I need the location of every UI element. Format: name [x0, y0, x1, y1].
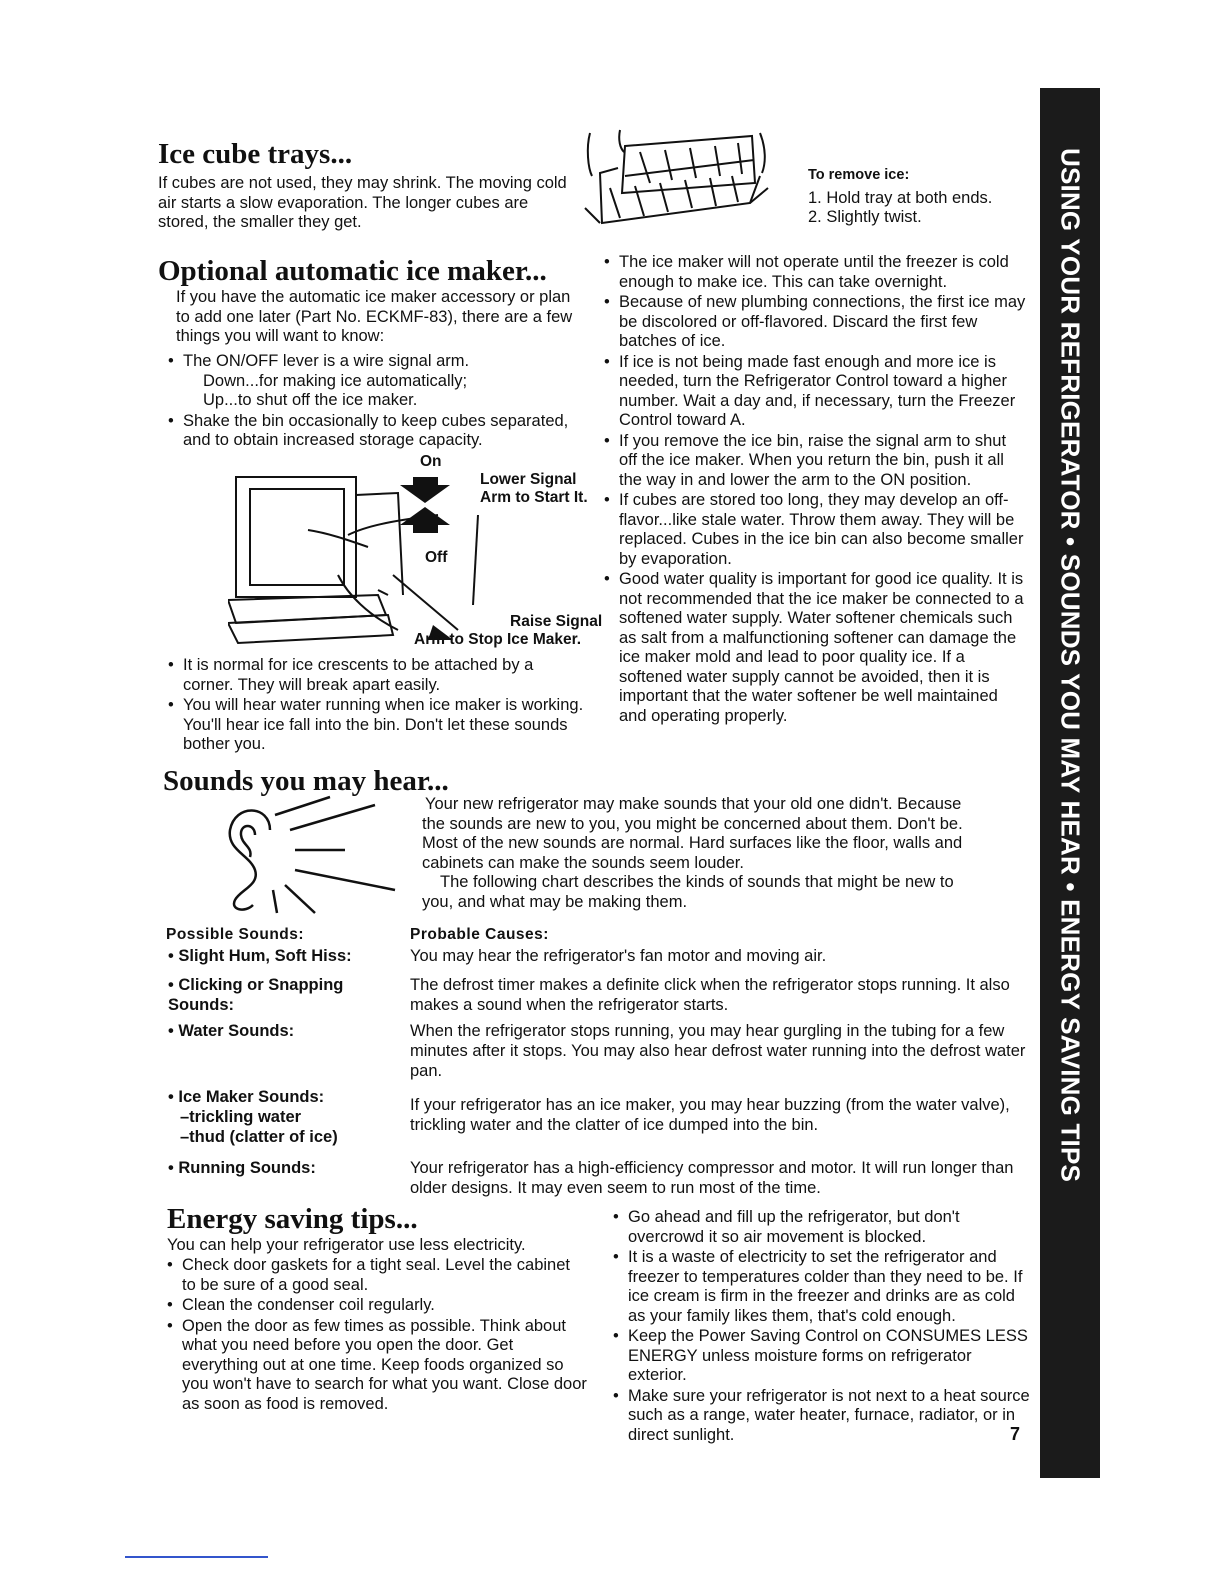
- sounds-intro-1: Your new refrigerator may make sounds that your old one didn't. Because the sounds are new to you, you might be concerned about them. Don't be. Most of the new sounds are normal. Hard surfaces like the floor, walls and cabinets can make the sounds seem louder.: [422, 795, 963, 872]
- list-item: • If you remove the ice bin, raise the signal arm to shut off the ice maker. When you return the bin, push it all the way in and lower the arm to the ON position.: [604, 432, 1026, 491]
- sounds-intro-2: The following chart describes the kinds of sounds that might be new to you, and what may be making them.: [422, 873, 954, 911]
- page-number: 7: [1010, 1424, 1021, 1444]
- ice-maker-heading: Optional automatic ice maker...: [158, 255, 547, 287]
- sound-name-line: • Ice Maker Sounds:: [168, 1088, 325, 1106]
- ear-icon: [215, 795, 400, 915]
- signal-arm-illustration: [228, 455, 498, 655]
- remove-ice-step-2: 2. Slightly twist.: [808, 208, 922, 226]
- list-item: • You will hear water running when ice maker is working. You'll hear ice fall into the bin. Don't let these sounds bother you.: [168, 696, 586, 755]
- figure-label-arm-to-stop: Arm to Stop Ice Maker.: [414, 631, 582, 648]
- figure-label-raise-signal: Raise Signal: [510, 613, 603, 630]
- ice-trays-heading: Ice cube trays...: [158, 138, 353, 170]
- remove-ice-step-1: 1. Hold tray at both ends.: [808, 189, 993, 207]
- energy-intro: You can help your refrigerator use less electricity.: [167, 1236, 526, 1254]
- sound-cause: You may hear the refrigerator's fan motor and moving air.: [410, 947, 827, 965]
- sound-name-line: –trickling water: [180, 1108, 302, 1126]
- sound-cause: If your refrigerator has an ice maker, you may hear buzzing (from the water valve), trickling water and the clatter of ice dumped into the bin.: [410, 1096, 1010, 1134]
- ice-tray-illustration: [580, 128, 780, 233]
- figure-label-on: On: [420, 453, 442, 470]
- ice-trays-text: If cubes are not used, they may shrink. The moving cold air starts a slow evaporation. The longer cubes are stored, the smaller they get.: [158, 174, 567, 231]
- list-item: • It is normal for ice crescents to be attached by a corner. They will break apart easily.: [168, 656, 586, 695]
- list-item: • Because of new plumbing connections, the first ice may be discolored or off-flavored. Discard the first few batches of ice.: [604, 293, 1026, 352]
- sounds-heading: Sounds you may hear...: [163, 765, 449, 797]
- sound-name: • Clicking or Snapping Sounds:: [168, 976, 344, 1014]
- list-item: • Shake the bin occasionally to keep cubes separated, and to obtain increased storage capacity.: [168, 412, 582, 451]
- list-item: • Keep the Power Saving Control on CONSUMES LESS ENERGY unless moisture forms on refrigerator exterior.: [613, 1327, 1031, 1386]
- ice-maker-right-bullets: [604, 253, 1026, 727]
- sound-cause: The defrost timer makes a definite click when the refrigerator stops running. It also makes a sound when the refrigerator starts.: [410, 976, 1010, 1014]
- ice-maker-intro: If you have the automatic ice maker accessory or plan to add one later (Part No. ECKMF-83), there are a few things you will want to know:: [176, 288, 573, 345]
- sound-cause: Your refrigerator has a high-efficiency compressor and motor. It will run longer than older designs. It may even seem to run most of the time.: [410, 1159, 1014, 1197]
- sound-name-line: –thud (clatter of ice): [180, 1128, 338, 1146]
- ice-maker-bullets-top: [168, 352, 582, 452]
- lever-up-text: Up...to shut off the ice maker.: [203, 391, 418, 409]
- sound-name: • Water Sounds:: [168, 1022, 295, 1040]
- lever-down-text: Down...for making ice automatically;: [203, 371, 468, 390]
- energy-right-bullets: [613, 1208, 1031, 1446]
- figure-label-off: Off: [425, 549, 448, 566]
- section-sidebar: [1040, 88, 1100, 1478]
- figure-label-lower-signal: Lower Signal: [480, 471, 577, 488]
- list-item: • The ice maker will not operate until the freezer is cold enough to make ice. This can take overnight.: [604, 253, 1026, 292]
- list-item: • If ice is not being made fast enough and more ice is needed, turn the Refrigerator Control toward a higher number. Wait a day and, if necessary, turn the Freezer Control toward A.: [604, 353, 1026, 431]
- list-item: • Make sure your refrigerator is not next to a heat source such as a range, water heater, furnace, radiator, or in direct sunlight.: [613, 1387, 1031, 1446]
- sound-cause: When the refrigerator stops running, you may hear gurgling in the tubing for a few minutes after it stops. You may also hear defrost water running into the defrost water pan.: [410, 1022, 1026, 1080]
- footer-rule: [125, 1556, 268, 1558]
- list-item: • Go ahead and fill up the refrigerator, but don't overcrowd it so air movement is blocked.: [613, 1208, 1031, 1247]
- sidebar-title: USING YOUR REFRIGERATOR • SOUNDS YOU MAY HEAR • ENERGY SAVING TIPS: [1055, 148, 1086, 1183]
- list-item: • Check door gaskets for a tight seal. Level the cabinet to be sure of a good seal.: [167, 1256, 587, 1295]
- energy-heading: Energy saving tips...: [167, 1203, 418, 1235]
- list-item: • It is a waste of electricity to set the refrigerator and freezer to temperatures colder than they need to be. If ice cream is firm in the freezer and drinks are as cold as your family likes them, that's cold enough.: [613, 1248, 1031, 1326]
- list-item: [168, 352, 582, 411]
- list-item: • Clean the condenser coil regularly.: [167, 1296, 587, 1316]
- list-item: • Good water quality is important for good ice quality. It is not recommended that the ice maker be connected to a softened water supply. Water softener chemicals such as salt from a malfunctioning softener can damage the ice maker mold and lead to poor quality ice. If a softened water supply cannot be avoided, then it is important that the water softener be well maintained and operating properly.: [604, 570, 1026, 726]
- lever-text: The ON/OFF lever is a wire signal arm.: [183, 352, 470, 370]
- sound-name: • Slight Hum, Soft Hiss:: [168, 947, 352, 965]
- energy-left-bullets: [167, 1256, 587, 1415]
- probable-causes-header: Probable Causes:: [410, 926, 549, 943]
- sound-name: [168, 1087, 388, 1147]
- remove-ice-heading: To remove ice:: [808, 167, 910, 183]
- list-item: • If cubes are stored too long, they may develop an off-flavor...like stale water. Throw them away. They will be replaced. Cubes in the ice bin can also become smaller by evaporation.: [604, 491, 1026, 569]
- ice-maker-bullets-bottom: [168, 656, 586, 756]
- list-item: • Open the door as few times as possible. Think about what you need before you open the door. Get everything out at one time. Keep foods organized so you won't have to search for what you want. Close door as soon as food is removed.: [167, 1317, 587, 1415]
- sound-name: • Running Sounds:: [168, 1159, 316, 1177]
- figure-label-arm-to-start: Arm to Start It.: [480, 489, 588, 506]
- possible-sounds-header: Possible Sounds:: [166, 926, 305, 943]
